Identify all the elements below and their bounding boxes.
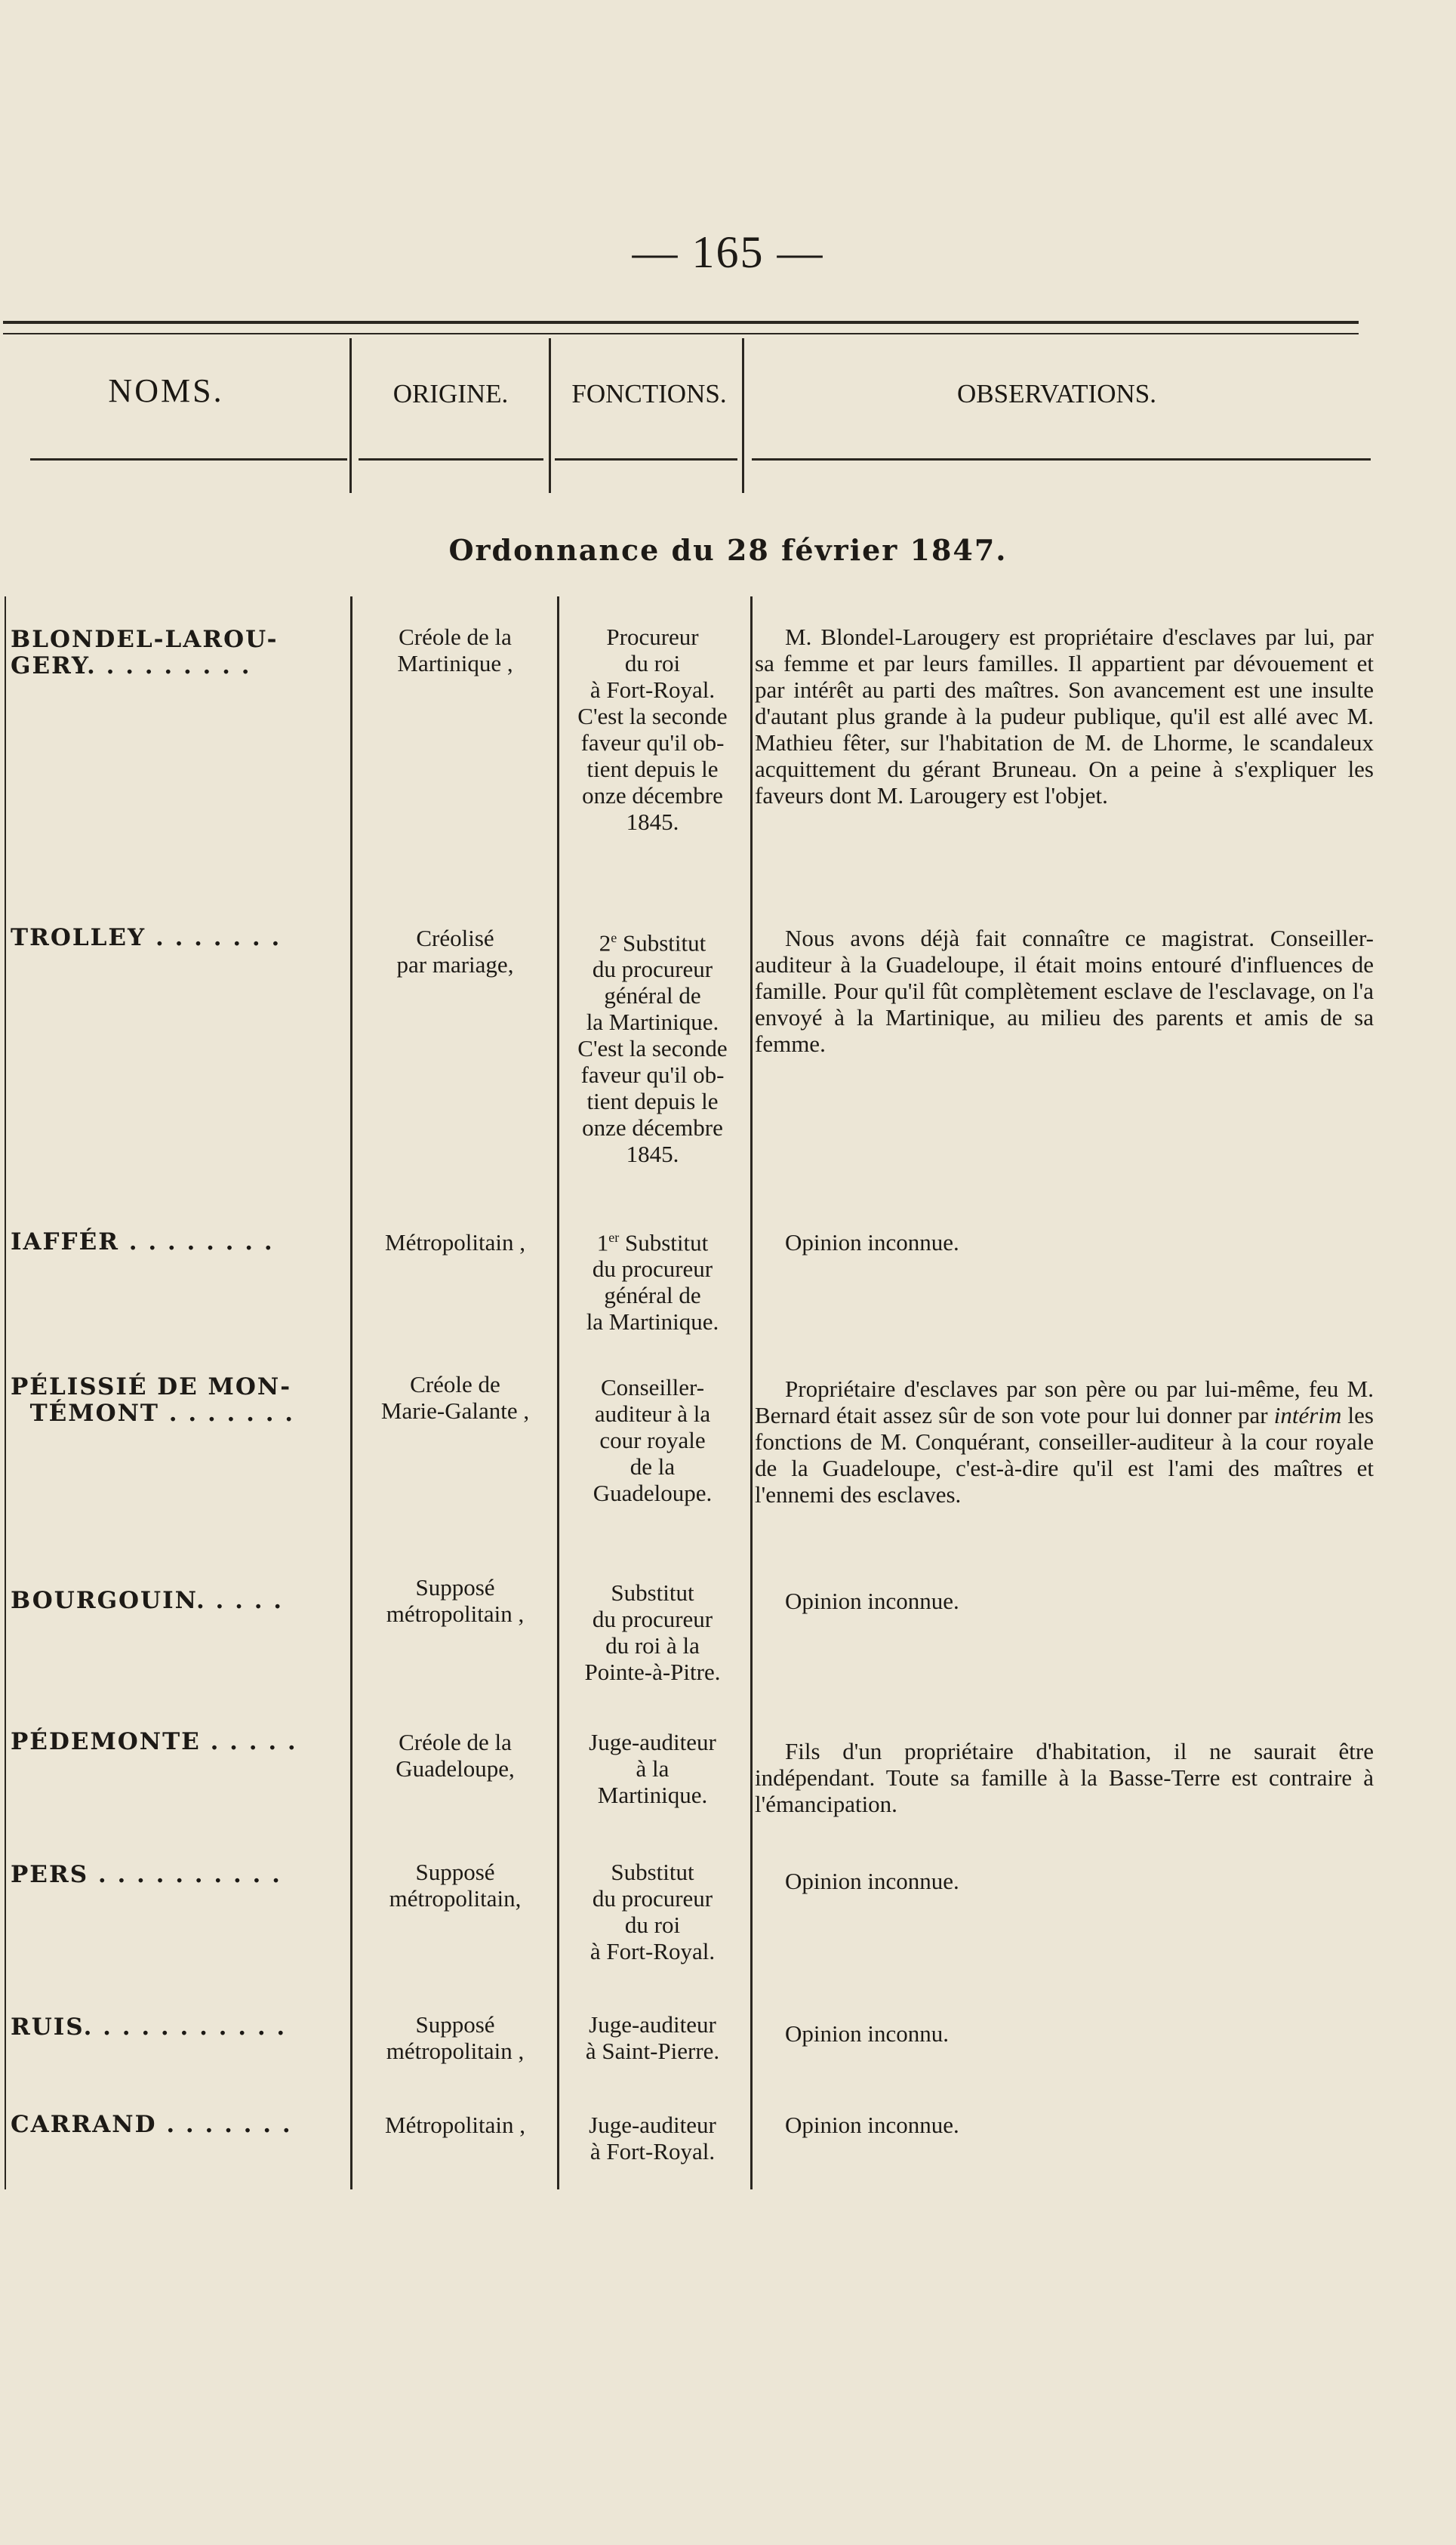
row-5-fonctions: Substitut du procureur du roi à la Pointe-à-Pitre. xyxy=(584,1579,721,1685)
row-8-origine: Supposé métropolitain , xyxy=(386,2011,525,2064)
column-divider-1 xyxy=(350,596,352,2189)
row-8-name: RUIS. . . . . . . . . . . xyxy=(11,2014,287,2041)
row-6-fonctions: Juge-auditeur à la Martinique. xyxy=(589,1729,716,1808)
left-edge-line xyxy=(5,596,6,2189)
header-fonctions: FONCTIONS. xyxy=(571,379,727,408)
header-observations: OBSERVATIONS. xyxy=(957,379,1156,408)
row-3-observations: Opinion inconnue. xyxy=(785,1229,959,1256)
row-1-fonctions: Procureur du roi à Fort-Royal. C'est la seconde faveur qu'il ob- tient depuis le onze décembre 1845. xyxy=(577,624,728,835)
row-2-origine: Créolisé par mariage, xyxy=(396,925,514,978)
header-rule-observations xyxy=(752,458,1371,461)
row-7-origine: Supposé métropolitain, xyxy=(389,1859,522,1912)
header-origine: ORIGINE. xyxy=(392,379,509,408)
row-9-fonctions: Juge-auditeur à Fort-Royal. xyxy=(589,2112,716,2164)
row-5-name: BOURGOUIN. . . . . xyxy=(11,1587,284,1614)
row-7-observations: Opinion inconnue. xyxy=(785,1868,959,1894)
row-6-observations: Fils d'un propriétaire d'habitation, il ne saurait être indépendant. Toute sa famille à la Basse-Terre est contraire à l'émancipation. xyxy=(755,1738,1374,1817)
row-7-fonctions: Substitut du procureur du roi à Fort-Royal. xyxy=(589,1859,716,1964)
page-number: — 165 — xyxy=(632,227,824,277)
row-9-origine: Métropolitain , xyxy=(385,2112,525,2138)
row-1-name: BLONDEL-LAROU- GERY. . . . . . . . . xyxy=(11,626,279,679)
row-2-name: TROLLEY . . . . . . . xyxy=(11,924,282,951)
row-4-origine: Créole de Marie-Galante , xyxy=(380,1371,530,1424)
row-3-name: IAFFÉR . . . . . . . . xyxy=(11,1228,274,1256)
header-divider-1 xyxy=(349,338,352,493)
header-rule-origine xyxy=(359,458,543,461)
row-5-observations: Opinion inconnue. xyxy=(785,1588,959,1614)
section-title: Ordonnance du 28 février 1847. xyxy=(448,533,1008,567)
top-rule-thin xyxy=(3,333,1359,334)
column-divider-2 xyxy=(557,596,559,2189)
row-1-origine: Créole de la Martinique , xyxy=(397,624,513,676)
header-rule-fonctions xyxy=(555,458,737,461)
header-divider-3 xyxy=(742,338,744,493)
row-2-observations: Nous avons déjà fait connaître ce magistrat. Conseiller-auditeur à la Guadeloupe, il était moins entouré d'influences de famille. Pour qu'il fût complètement esclave de l'esclavage, on l'a envoyé à la Martinique, au milieu des parents et amis de sa femme. xyxy=(755,925,1374,1057)
header-noms: NOMS. xyxy=(108,372,224,409)
row-3-fonctions: 1er Substitut du procureur général de la Martinique. xyxy=(586,1229,719,1336)
top-rule-thick xyxy=(3,321,1359,324)
row-3-origine: Métropolitain , xyxy=(385,1229,525,1256)
header-divider-2 xyxy=(549,338,551,493)
row-8-fonctions: Juge-auditeur à Saint-Pierre. xyxy=(585,2011,720,2064)
row-6-origine: Créole de la Guadeloupe, xyxy=(396,1729,515,1782)
row-7-name: PERS . . . . . . . . . . xyxy=(11,1861,282,1888)
column-divider-3 xyxy=(750,596,753,2189)
row-9-observations: Opinion inconnue. xyxy=(785,2112,959,2138)
row-9-name: CARRAND . . . . . . . xyxy=(11,2111,292,2138)
row-6-name: PÉDEMONTE . . . . . xyxy=(11,1728,297,1755)
row-4-observations: Propriétaire d'esclaves par son père ou par lui-même, feu M. Bernard était assez sûr de son vote pour lui donner par intérim les fonctions de M. Conquérant, conseiller-auditeur à la cour royale de la Guadeloupe, c'est-à-dire qu'il est l'ami des maîtres et l'ennemi des esclaves. xyxy=(755,1376,1374,1508)
row-8-observations: Opinion inconnu. xyxy=(785,2020,949,2047)
row-2-fonctions: 2e Substitut du procureur général de la Martinique. C'est la seconde faveur qu'il ob- tient depuis le onze décembre 1845. xyxy=(577,929,728,1168)
row-4-name: PÉLISSIÉ DE MON- TÉMONT . . . . . . . xyxy=(11,1373,295,1427)
row-1-observations: M. Blondel-Larougery est propriétaire d'esclaves par lui, par sa femme et par leurs familles. Il appartient par dévouement et par intérêt au parti des maîtres. Son avancement est une insulte d'autant plus grande à la pudeur publique, qu'il est allé avec M. Mathieu fêter, sur l'habitation de M. de Lhorme, le scandaleux acquittement du gérant Bruneau. On a peine à s'expliquer les faveurs dont M. Larougery est l'objet. xyxy=(755,624,1374,809)
row-4-fonctions: Conseiller- auditeur à la cour royale de la Guadeloupe. xyxy=(593,1374,713,1506)
header-rule-noms xyxy=(30,458,347,461)
row-5-origine: Supposé métropolitain , xyxy=(386,1574,525,1627)
